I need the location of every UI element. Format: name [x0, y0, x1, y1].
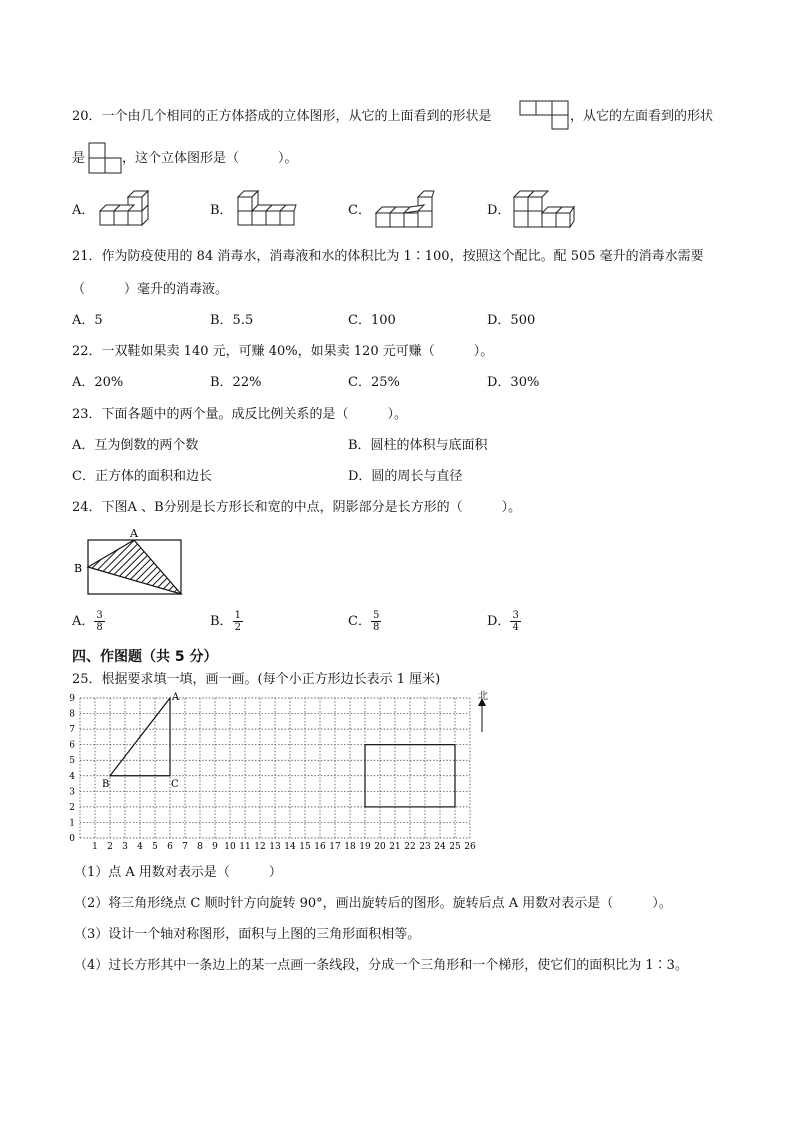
x-tick-label: 26	[464, 842, 476, 852]
q24-option-b: B． $\frac{1}{2}$	[210, 610, 241, 633]
x-tick-label: 7	[182, 842, 188, 852]
q23-stem: 23．下面各题中的两个量。成反比例关系的是（ ）。	[72, 407, 408, 422]
cube-figure-b	[236, 188, 298, 228]
q24-option-a: A． $\frac{3}{8}$	[72, 610, 103, 633]
x-tick-label: 5	[152, 842, 158, 852]
y-tick-label: 4	[69, 771, 75, 782]
q20-line2-b: ，这个立体图形是（ ）。	[122, 151, 298, 166]
x-tick-label: 13	[269, 842, 281, 852]
x-tick-label: 17	[329, 842, 341, 852]
y-tick-label: 5	[69, 756, 75, 767]
q23-option-d: D．圆的周长与直径	[348, 469, 463, 484]
x-tick-label: 3	[122, 842, 128, 852]
q22-option-d: D．30%	[487, 375, 540, 390]
q21-line2: （ ）毫升的消毒液。	[72, 282, 229, 297]
q24-stem: 24．下图A 、B分别是长方形长和宽的中点，阴影部分是长方形的（ ）。	[72, 500, 522, 515]
q21-option-c: C．100	[348, 313, 396, 328]
y-tick-label: 6	[69, 740, 75, 751]
q21-option-a: A．5	[72, 313, 103, 328]
x-tick-label: 10	[224, 842, 236, 852]
q25-stem: 25．根据要求填一填，画一画。(每个小正方形边长表示 1 厘米)	[72, 672, 441, 687]
cube-figure-c	[374, 188, 436, 230]
x-tick-label: 11	[239, 842, 251, 852]
x-tick-label: 8	[197, 842, 203, 852]
q20-line2-a: 是	[72, 151, 86, 166]
x-tick-label: 25	[449, 842, 461, 852]
x-tick-label: 18	[344, 842, 356, 852]
x-tick-label: 16	[314, 842, 326, 852]
point-label-b: B	[102, 778, 110, 790]
q24-option-c: C． $\frac{5}{8}$	[348, 610, 380, 633]
y-tick-label: 1	[69, 818, 75, 829]
x-tick-label: 15	[299, 842, 311, 852]
y-tick-label: 0	[69, 834, 75, 844]
x-tick-label: 9	[212, 842, 218, 852]
x-tick-label: 12	[254, 842, 266, 852]
q22-stem: 22．一双鞋如果卖 140 元，可赚 40%，如果卖 120 元可赚（ ）。	[72, 344, 494, 359]
x-tick-label: 14	[284, 842, 296, 852]
y-tick-label: 2	[69, 802, 75, 813]
point-label-c: C	[171, 778, 179, 790]
top-view-shape	[519, 100, 569, 130]
point-label-a: A	[172, 692, 180, 703]
q25-sub4: （4）过长方形其中一条边上的某一点画一条线段，分成一个三角形和一个梯形，使它们的面积比为 1∶3。	[74, 958, 688, 973]
x-tick-label: 22	[404, 842, 416, 852]
q20-option-d-label: D．	[487, 203, 511, 218]
x-tick-label: 1	[92, 842, 98, 852]
q25-sub3: （3）设计一个轴对称图形，面积与上图的三角形面积相等。	[74, 927, 421, 942]
north-label: 北	[478, 691, 488, 702]
q20-option-c-label: C．	[348, 203, 371, 218]
x-tick-label: 21	[389, 842, 401, 852]
x-tick-label: 2	[107, 842, 113, 852]
q23-option-b: B．圆柱的体积与底面积	[348, 438, 488, 453]
section-four-title: 四、作图题（共 5 分）	[72, 649, 218, 665]
q24-label-a: A	[130, 527, 138, 540]
q24-option-d: D． $\frac{3}{4}$	[487, 610, 519, 633]
cube-figure-a	[98, 190, 150, 228]
y-tick-label: 3	[69, 787, 75, 798]
left-view-shape	[88, 142, 122, 174]
x-tick-label: 6	[167, 842, 173, 852]
x-tick-label: 23	[419, 842, 431, 852]
q21-line1: 21．作为防疫使用的 84 消毒水，消毒液和水的体积比为 1∶100，按照这个配比。配 505 毫升的消毒水需要	[72, 249, 704, 264]
q23-option-c: C．正方体的面积和边长	[72, 469, 212, 484]
x-tick-label: 4	[137, 842, 143, 852]
y-tick-label: 8	[69, 709, 75, 720]
q24-label-b: B	[74, 562, 83, 575]
q20-option-b-label: B．	[210, 203, 233, 218]
q20-line1-a: 20．一个由几个相同的正方体搭成的立体图形，从它的上面看到的形状是	[72, 109, 492, 124]
y-tick-label: 9	[69, 694, 75, 704]
x-tick-label: 19	[359, 842, 371, 852]
cube-figure-d	[512, 188, 578, 230]
q25-sub1: （1）点 A 用数对表示是（ ）	[74, 865, 282, 880]
q22-option-a: A．20%	[72, 375, 124, 390]
x-tick-label: 24	[434, 842, 446, 852]
q20-line1-b: ，从它的左面看到的形状	[570, 109, 714, 124]
q20-option-a-label: A．	[72, 203, 95, 218]
q22-option-b: B．22%	[210, 375, 262, 390]
y-tick-label: 7	[69, 725, 75, 736]
q21-option-b: B．5.5	[210, 313, 254, 328]
x-tick-label: 20	[374, 842, 386, 852]
q22-option-c: C．25%	[348, 375, 400, 390]
q25-sub2: （2）将三角形绕点 C 顺时针方向旋转 90°，画出旋转后的图形。旋转后点 A 用数对表示是（ ）。	[74, 896, 672, 911]
q21-option-d: D．500	[487, 313, 536, 328]
q23-option-a: A．互为倒数的两个数	[72, 438, 199, 453]
coordinate-grid	[66, 692, 496, 852]
q24-rectangle-figure	[70, 526, 190, 598]
